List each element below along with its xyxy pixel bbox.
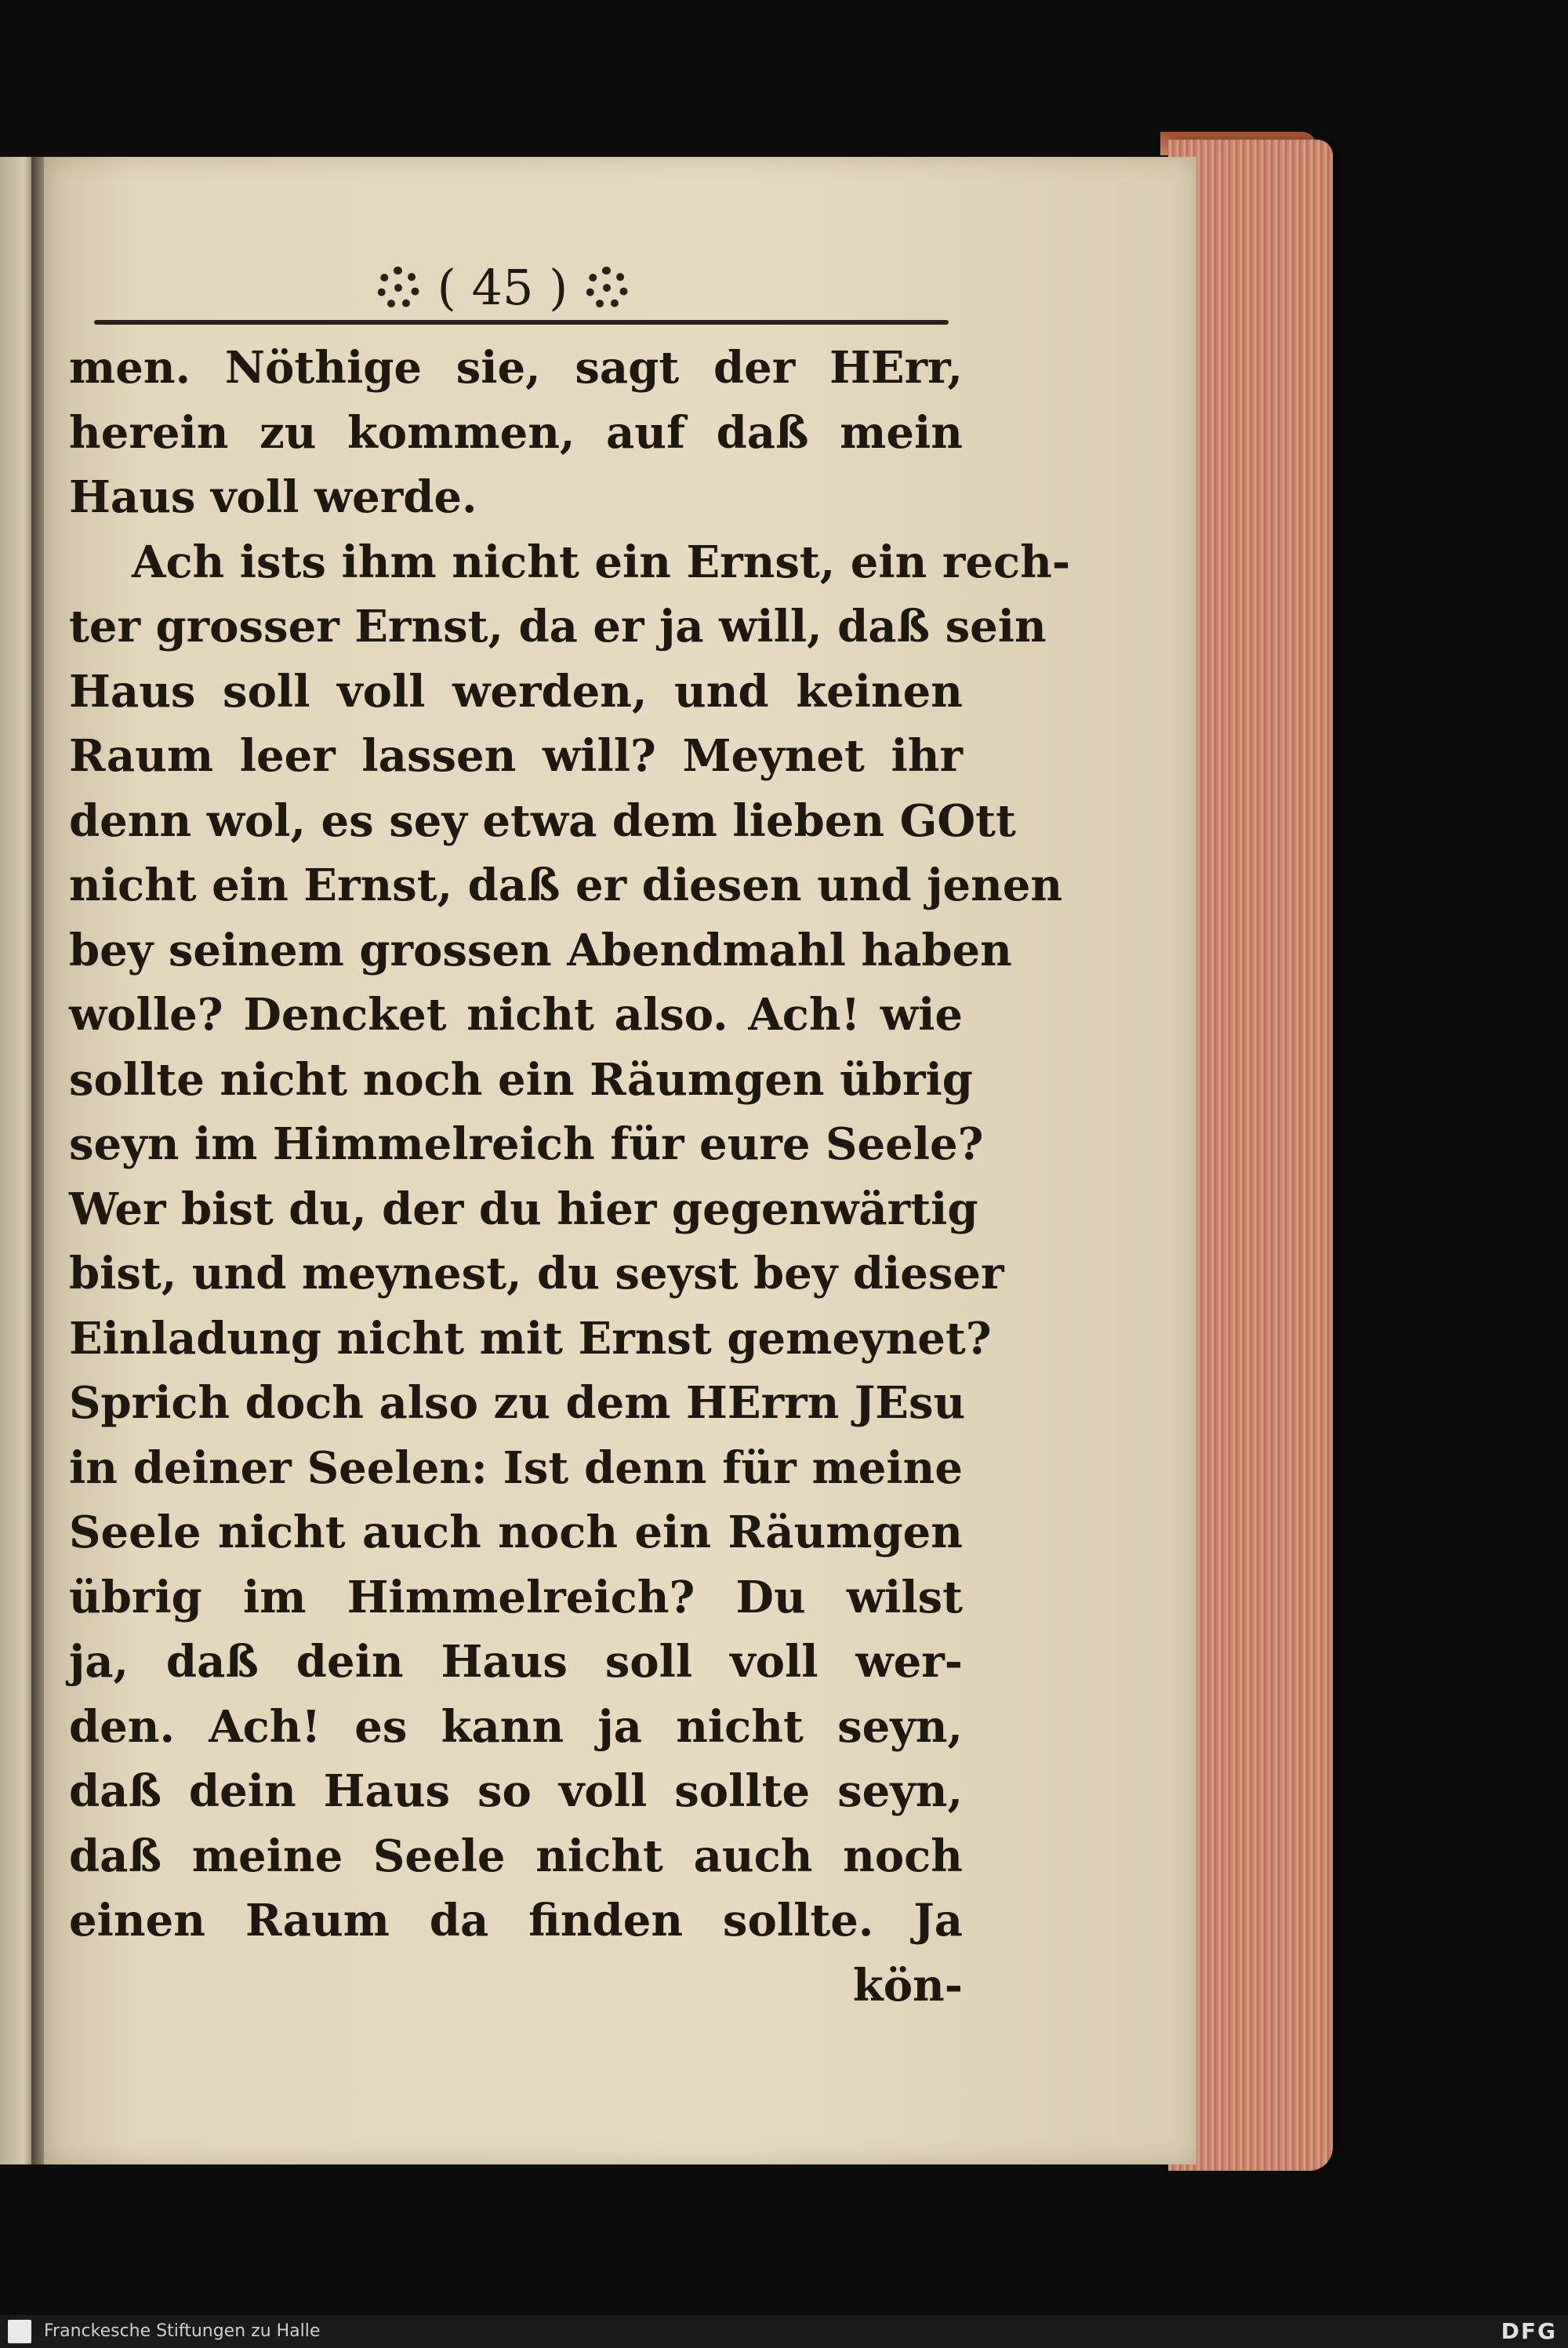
catchword: kön-	[852, 1959, 963, 2012]
page-text	[69, 336, 1071, 2018]
previous-page-edge	[0, 157, 34, 2164]
text-line: übrig im Himmelreich? Du wilst	[69, 1571, 963, 1623]
text-line: ter grosser Ernst, da er ja will, daß sein	[69, 601, 1047, 652]
text-line: seyn im Himmelreich für eure Seele?	[69, 1118, 984, 1170]
institution-name: Franckesche Stiftungen zu Halle	[44, 2321, 321, 2341]
text-line: Haus soll voll werden, und keinen	[69, 665, 963, 718]
text-line: Haus voll werde.	[69, 471, 477, 523]
text-line: Sprich doch also zu dem HErrn JEsu	[69, 1377, 966, 1429]
text-line: men. Nöthige sie, sagt der HErr,	[69, 342, 963, 394]
text-line: sollte nicht noch ein Räumgen übrig	[69, 1053, 973, 1106]
text-line: Seele nicht auch noch ein Räumgen	[69, 1507, 963, 1558]
text-line: den. Ach! es kann ja nicht seyn,	[69, 1700, 963, 1753]
text-line: wolle? Dencket nicht also. Ach! wie	[69, 989, 963, 1041]
text-line: Raum leer lassen will? Meynet ihr	[69, 730, 963, 782]
institution-logo-icon	[8, 2320, 31, 2343]
text-line: Wer bist du, der du hier gegenwärtig	[69, 1183, 978, 1235]
viewer-footer	[0, 2315, 1568, 2348]
text-line: Ach ists ihm nicht ein Ernst, ein rech-	[132, 536, 1071, 588]
text-line: einen Raum da finden sollte. Ja	[69, 1895, 963, 1946]
text-line: bey seinem grossen Abendmahl haben	[69, 924, 1012, 976]
ornament-right-icon	[586, 267, 628, 309]
text-line: daß meine Seele nicht auch noch	[69, 1830, 963, 1882]
text-line: bist, und meynest, du seyst bey dieser	[69, 1248, 1004, 1299]
text-line: nicht ein Ernst, daß er diesen und jenen	[69, 860, 1063, 911]
text-line: denn wol, es sey etwa dem lieben GOtt	[69, 794, 1016, 847]
text-line: Einladung nicht mit Ernst gemeynet?	[69, 1312, 992, 1365]
page-number: ( 45 )	[437, 259, 568, 316]
text-line: ja, daß dein Haus soll voll wer-	[69, 1636, 963, 1688]
dfg-logo: DFG	[1501, 2318, 1557, 2344]
page-header	[44, 259, 961, 316]
text-line: herein zu kommen, auf daß mein	[69, 406, 963, 459]
header-rule	[94, 320, 949, 325]
ornament-left-icon	[377, 267, 419, 309]
text-line: in deiner Seelen: Ist denn für meine	[69, 1441, 963, 1494]
text-line: daß dein Haus so voll sollte seyn,	[69, 1765, 963, 1817]
